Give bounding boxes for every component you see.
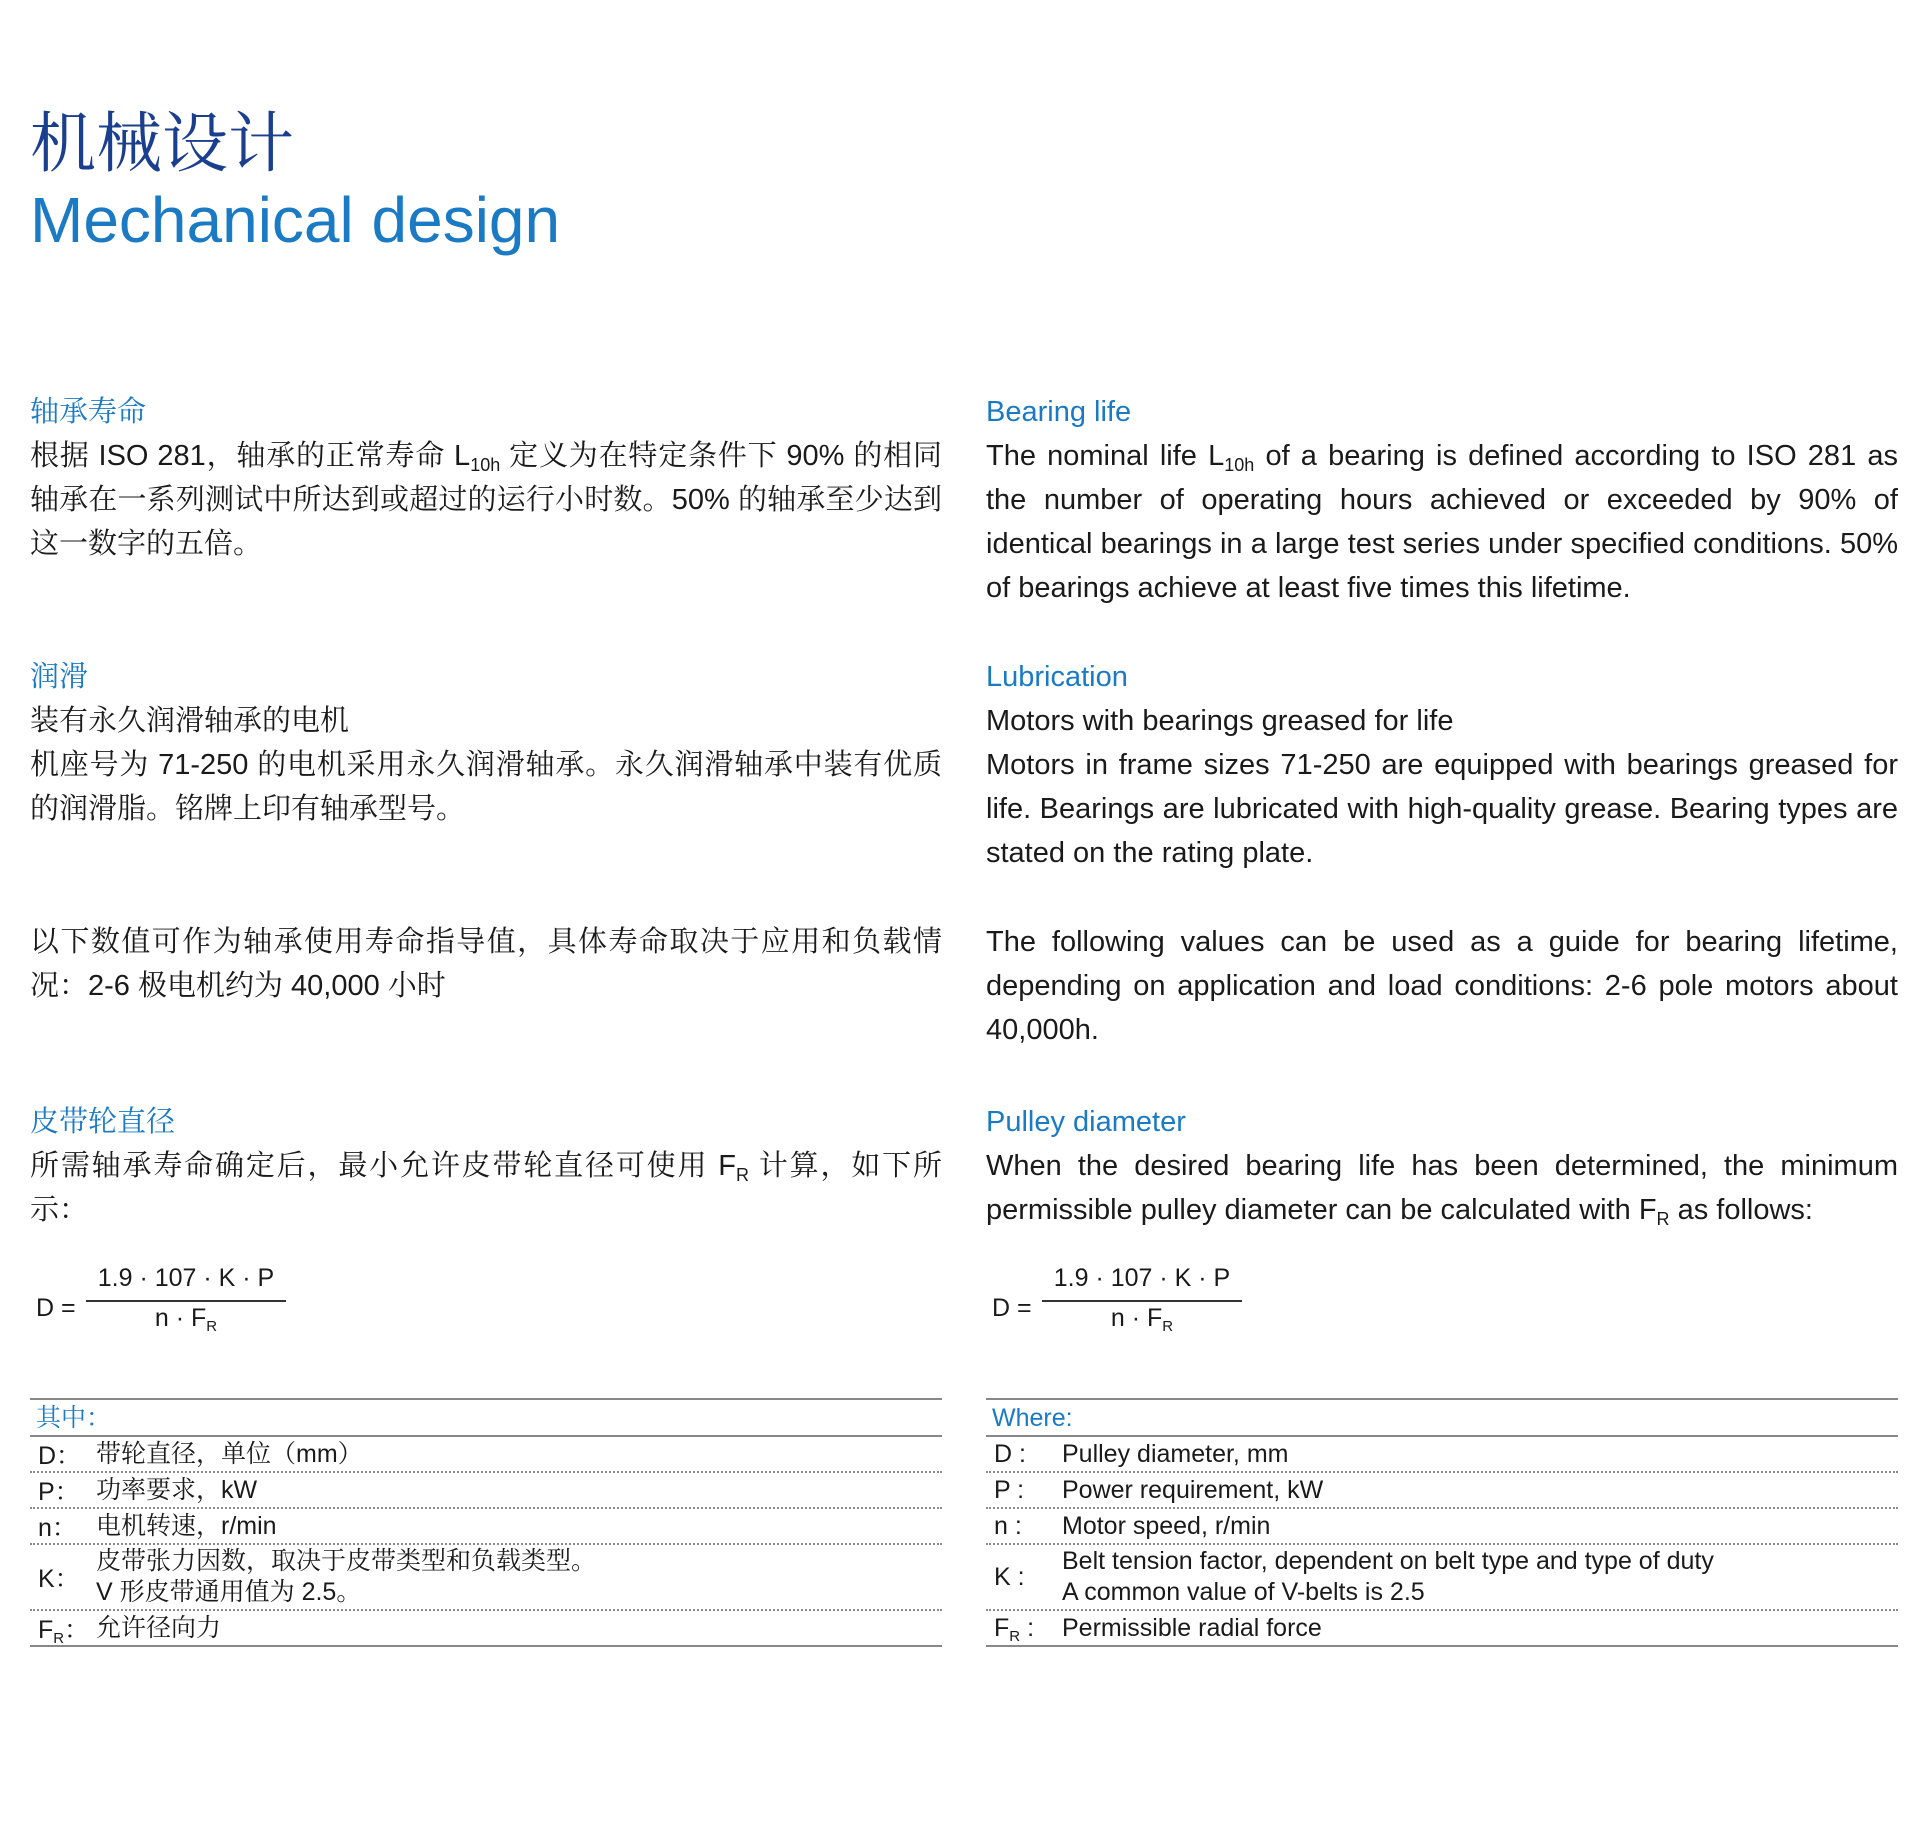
- paragraph-part: The nominal life L: [986, 440, 1225, 472]
- legend-row: [986, 1471, 1898, 1507]
- section-guide-cn: [30, 920, 942, 1008]
- legend-description: [1062, 1546, 1714, 1608]
- section-lubrication-cn: [30, 655, 942, 831]
- legend-row: [986, 1543, 1898, 1609]
- paragraph-text: 机座号为 71-250 的电机采用永久润滑轴承。永久润滑轴承中装有优质的润滑脂。铭牌上印有轴承型号。: [30, 749, 942, 825]
- paragraph-text: Motors in frame sizes 71-250 are equipped with bearings greased for life. Bearings are lubricated with high-quality grease. Bearing types are stated on the rating plate.: [986, 749, 1898, 869]
- symbol-base: F: [994, 1613, 1010, 1642]
- paragraph-part: When the desired bearing life has been determined, the minimum permissible pulley diameter can be calculated with F: [986, 1150, 1898, 1226]
- symbol-tail: :: [1020, 1613, 1035, 1642]
- legend-row: [30, 1507, 942, 1543]
- legend-description-line: 皮带张力因数，取决于皮带类型和负载类型。: [96, 1547, 597, 1575]
- subscript: R: [1009, 1627, 1021, 1645]
- section-heading: 润滑: [30, 661, 89, 693]
- paragraph-part: 根据 ISO 281，轴承的正常寿命 L: [30, 440, 471, 472]
- fraction-bar: [86, 1300, 286, 1302]
- formula-cn: [30, 1256, 330, 1346]
- section-subheading: 装有永久润滑轴承的电机: [30, 705, 350, 737]
- section-bearing-life-en: [986, 390, 1898, 610]
- legend-symbol: K：: [38, 1565, 80, 1593]
- denominator-base: n · F: [154, 1304, 207, 1332]
- paragraph-part: of a bearing is defined according to ISO 281 as the number of operating hours achieved or exceeded by 90% of identical bearings in a large test series under specified conditions. 50% of bearings achieve at least five times this lifetime.: [986, 440, 1898, 604]
- legend-description: 允许径向力: [96, 1613, 222, 1642]
- legend-table-en: [986, 1398, 1898, 1647]
- formula-lhs: D =: [36, 1294, 76, 1322]
- paragraph-part: 定义为在特定条件下 90% 的相同轴承在一系列测试中所达到或超过的运行小时数。50% 的轴承至少达到这一数字的五倍。: [30, 440, 942, 560]
- legend-description: Pulley diameter, mm: [1062, 1439, 1289, 1468]
- legend-row: [986, 1507, 1898, 1543]
- legend-row: [30, 1437, 942, 1471]
- symbol-base: F: [38, 1616, 54, 1644]
- page-title-cn: 机械设计: [30, 106, 294, 180]
- legend-row: [30, 1471, 942, 1507]
- subscript: 10h: [1224, 455, 1255, 475]
- section-subheading: Motors with bearings greased for life: [986, 705, 1454, 737]
- legend-description: Motor speed, r/min: [1062, 1511, 1271, 1540]
- section-heading: Lubrication: [986, 661, 1128, 693]
- fraction-bar: [1042, 1300, 1242, 1302]
- legend-description-line: A common value of V-belts is 2.5: [1062, 1578, 1425, 1606]
- legend-symbol: P :: [994, 1475, 1025, 1504]
- legend-symbol: P：: [38, 1478, 80, 1506]
- legend-row: [30, 1543, 942, 1609]
- legend-symbol: n：: [38, 1514, 77, 1542]
- subscript: R: [53, 1630, 65, 1647]
- formula-numerator: 1.9 · 107 · K · P: [1053, 1264, 1231, 1292]
- formula-denominator: [1042, 1304, 1242, 1333]
- legend-symbol: [986, 1614, 1062, 1643]
- denominator-base: n · F: [1110, 1304, 1163, 1332]
- legend-description: 功率要求，kW: [96, 1475, 258, 1504]
- symbol-tail: ：: [64, 1616, 90, 1644]
- subscript: R: [735, 1165, 749, 1185]
- legend-table-cn: [30, 1398, 942, 1647]
- formula-en: [986, 1256, 1286, 1346]
- paragraph-part: 计算，如下所示：: [30, 1150, 942, 1226]
- section-heading: Bearing life: [986, 396, 1132, 428]
- legend-row: [986, 1437, 1898, 1471]
- legend-description-line: V 形皮带通用值为 2.5。: [96, 1578, 362, 1606]
- formula-numerator: 1.9 · 107 · K · P: [97, 1264, 275, 1292]
- section-heading: 轴承寿命: [30, 396, 147, 428]
- legend-description: 电机转速，r/min: [96, 1511, 277, 1540]
- legend-description: Permissible radial force: [1062, 1613, 1322, 1642]
- legend-description-line: Belt tension factor, dependent on belt type and type of duty: [1062, 1547, 1714, 1575]
- formula-lhs: D =: [992, 1294, 1032, 1322]
- subscript: R: [1162, 1318, 1174, 1335]
- section-lubrication-en: [986, 655, 1898, 875]
- legend-description: Power requirement, kW: [1062, 1475, 1324, 1504]
- paragraph-part: 所需轴承寿命确定后，最小允许皮带轮直径可使用 F: [30, 1150, 736, 1182]
- legend-header: Where:: [986, 1400, 1898, 1437]
- legend-description: 带轮直径，单位（mm）: [96, 1439, 363, 1468]
- section-bearing-life-cn: [30, 390, 942, 566]
- legend-symbol: [30, 1610, 96, 1646]
- paragraph-text: 以下数值可作为轴承使用寿命指导值，具体寿命取决于应用和负载情况：2-6 极电机约为 40,000 小时: [30, 926, 942, 1002]
- legend-description: [96, 1546, 596, 1608]
- formula-denominator: [86, 1304, 286, 1333]
- paragraph-part: as follows:: [1669, 1194, 1813, 1226]
- legend-header: 其中：: [30, 1400, 942, 1437]
- legend-symbol: D :: [994, 1439, 1026, 1468]
- section-heading: Pulley diameter: [986, 1106, 1186, 1138]
- legend-row: [986, 1609, 1898, 1645]
- section-guide-en: [986, 920, 1898, 1052]
- legend-symbol: n :: [994, 1511, 1022, 1540]
- subscript: R: [206, 1318, 218, 1335]
- section-heading: 皮带轮直径: [30, 1106, 176, 1138]
- legend-row: [30, 1609, 942, 1645]
- legend-symbol: K :: [994, 1562, 1025, 1591]
- subscript: 10h: [470, 455, 501, 475]
- subscript: R: [1656, 1209, 1670, 1229]
- paragraph-text: The following values can be used as a guide for bearing lifetime, depending on application and load conditions: 2-6 pole motors about 40,000h.: [986, 926, 1898, 1046]
- section-pulley-cn: [30, 1100, 942, 1232]
- section-pulley-en: [986, 1100, 1898, 1232]
- legend-symbol: D：: [38, 1442, 82, 1470]
- page-title-en: Mechanical design: [30, 184, 561, 256]
